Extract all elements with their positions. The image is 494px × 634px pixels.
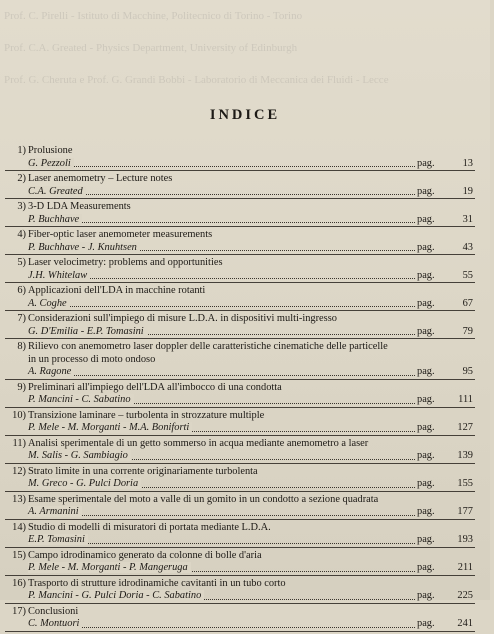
dot-leader xyxy=(28,375,415,376)
entry-title: Fiber-optic laser anemometer measurements xyxy=(28,229,213,240)
entry-author xyxy=(28,590,204,603)
page-label: pag. xyxy=(417,185,435,197)
entry-number: 11) xyxy=(12,437,26,449)
page-label: pag. xyxy=(417,269,435,281)
entry-title: Transizione laminare – turbolenta in strozzature multiple xyxy=(28,409,265,421)
page-number: 177 xyxy=(457,506,473,517)
page-number: 79 xyxy=(462,325,473,337)
entry-divider xyxy=(5,463,475,464)
entry-author-line xyxy=(5,242,475,255)
entry-author-text: C. Montuori xyxy=(28,618,82,629)
entry-title-line xyxy=(5,494,475,507)
entry-divider xyxy=(5,379,475,380)
entry-author-line xyxy=(5,158,475,171)
entry-number: 8) xyxy=(17,341,26,352)
page-label: pag. xyxy=(417,562,435,573)
page-number: 139 xyxy=(457,450,473,461)
entry-author-line xyxy=(5,506,475,519)
entry-author-line xyxy=(5,422,475,435)
entry-title: Strato limite in una corrente originariamente turbolenta xyxy=(28,465,258,477)
entry-author xyxy=(28,422,192,435)
page-label: pag. xyxy=(417,590,435,601)
page-label: pag. xyxy=(417,241,435,253)
entry-title: Trasporto di strutture idrodinamiche cavitanti in un tubo corto xyxy=(28,577,286,589)
page-number: 13 xyxy=(462,157,473,169)
entry-author-text: A. Coghe xyxy=(28,298,70,309)
entry-author-line xyxy=(5,590,475,603)
entry-author-text: G. Pezzoli xyxy=(28,158,74,169)
entry-divider xyxy=(5,198,475,199)
index-entry xyxy=(5,285,475,310)
page-number: 31 xyxy=(462,213,473,225)
entry-author-text: E.P. Tomasini xyxy=(28,534,88,545)
page-label: pag. xyxy=(417,618,435,629)
entry-author-line xyxy=(5,534,475,547)
page-label: pag. xyxy=(417,478,435,489)
entry-author xyxy=(28,506,82,519)
bleed-line: Prof. C.A. Greated - Physics Department, University of Edinburgh xyxy=(4,42,298,54)
entry-title: Applicazioni dell'LDA in macchine rotanti xyxy=(28,285,206,296)
entry-author-line xyxy=(5,478,475,491)
entry-author-line xyxy=(5,394,475,407)
page-label: pag. xyxy=(417,213,435,225)
entry-title-line xyxy=(5,173,475,186)
page-label: pag. xyxy=(417,297,435,309)
entry-author xyxy=(28,562,191,575)
page-number: 55 xyxy=(462,269,473,281)
entry-title-line xyxy=(5,354,475,367)
entry-divider xyxy=(5,603,475,604)
page-label: pag. xyxy=(417,366,435,377)
entry-title: Conclusioni xyxy=(28,605,79,617)
entry-title-line xyxy=(5,229,475,242)
page-number: 95 xyxy=(462,366,473,377)
index-entry xyxy=(5,550,475,575)
entry-divider xyxy=(5,338,475,339)
entry-author-text: A. Ragone xyxy=(28,366,74,377)
entry-number: 2) xyxy=(17,173,26,184)
entry-divider xyxy=(5,226,475,227)
entry-title: Campo idrodinamico generato da colonne di bolle d'aria xyxy=(28,549,262,561)
entry-title-line xyxy=(5,382,475,395)
page-label: pag. xyxy=(417,422,435,433)
entry-author-line xyxy=(5,366,475,379)
entry-number: 16) xyxy=(12,577,26,589)
page-number: 193 xyxy=(457,534,473,545)
entry-author xyxy=(28,478,141,491)
entry-title-line xyxy=(5,550,475,563)
entry-divider xyxy=(5,407,475,408)
entry-author-text: P. Buchhave xyxy=(28,214,82,225)
page-number: 67 xyxy=(462,297,473,309)
entry-author-line xyxy=(5,186,475,199)
entry-divider xyxy=(5,631,475,632)
page-number: 127 xyxy=(457,422,473,433)
entry-divider xyxy=(5,435,475,436)
entry-title-line xyxy=(5,578,475,591)
entry-title-line xyxy=(5,201,475,214)
entry-number: 13) xyxy=(12,493,26,505)
entry-number: 6) xyxy=(17,285,26,296)
entry-number: 1) xyxy=(17,145,26,156)
entry-divider xyxy=(5,170,475,171)
entry-number: 5) xyxy=(17,257,26,268)
index-entry xyxy=(5,341,475,379)
entry-author-text: M. Salis - G. Sambiagio xyxy=(28,450,131,461)
entry-author-line xyxy=(5,618,475,631)
entry-author xyxy=(28,618,82,631)
index-entry xyxy=(5,410,475,435)
entry-author xyxy=(28,394,134,407)
entry-title: 3-D LDA Measurements xyxy=(28,201,131,212)
page-number: 155 xyxy=(457,478,473,489)
bleed-through-text xyxy=(0,0,494,100)
entry-author xyxy=(28,366,74,379)
entry-title-line xyxy=(5,313,475,326)
entry-author xyxy=(28,270,90,283)
entry-author-text: P. Mele - M. Morganti - P. Mangeruga xyxy=(28,562,191,573)
entry-number: 3) xyxy=(17,201,26,212)
dot-leader xyxy=(28,166,415,167)
page-number: 211 xyxy=(457,562,473,573)
entry-title-line xyxy=(5,145,475,158)
entry-number: 17) xyxy=(12,605,26,617)
dot-leader xyxy=(28,222,415,223)
entry-title: in un processo di moto ondoso xyxy=(28,353,156,365)
page-number: 43 xyxy=(462,241,473,253)
entry-divider xyxy=(5,547,475,548)
entry-title: Prolusione xyxy=(28,145,73,156)
index-entry xyxy=(5,494,475,519)
page-label: pag. xyxy=(417,506,435,517)
entry-author xyxy=(28,242,140,255)
entry-author-text: P. Mele - M. Morganti - M.A. Boniforti xyxy=(28,422,192,433)
index-list xyxy=(5,145,475,634)
page-number: 111 xyxy=(458,394,473,405)
page-label: pag. xyxy=(417,157,435,169)
index-entry xyxy=(5,201,475,226)
page-title: INDICE xyxy=(209,107,281,123)
bleed-line: Prof. G. Cheruta e Prof. G. Grandi Bobbi - Laboratorio di Meccanica dei Fluidi - Lecce xyxy=(4,74,389,86)
bleed-line: Prof. C. Pirelli - Istituto di Macchine, Politecnico di Torino - Torino xyxy=(4,10,303,22)
entry-author xyxy=(28,186,86,199)
entry-title: Preliminari all'impiego dell'LDA all'imbocco di una condotta xyxy=(28,381,282,393)
entry-author-line xyxy=(5,270,475,283)
dot-leader xyxy=(28,306,415,307)
page-number: 19 xyxy=(462,185,473,197)
entry-author-text: P. Buchhave - J. Knuhtsen xyxy=(28,242,140,253)
entry-title: Laser velocimetry: problems and opportunities xyxy=(28,257,223,268)
entry-title-line xyxy=(5,522,475,535)
entry-author-text: A. Armanini xyxy=(28,506,82,517)
entry-number: 10) xyxy=(12,409,26,421)
entry-title-line xyxy=(5,341,475,354)
entry-number: 15) xyxy=(12,549,26,561)
index-entry xyxy=(5,522,475,547)
entry-title-line xyxy=(5,410,475,423)
entry-author-text: J.H. Whitelaw xyxy=(28,270,90,281)
entry-author-text: G. D'Emilia - E.P. Tomasini xyxy=(28,326,147,337)
entry-author-text: M. Greco - G. Pulci Doria xyxy=(28,478,141,489)
entry-divider xyxy=(5,491,475,492)
page-label: pag. xyxy=(417,534,435,545)
entry-divider xyxy=(5,519,475,520)
index-entry xyxy=(5,466,475,491)
page-label: pag. xyxy=(417,394,435,405)
entry-author-line xyxy=(5,450,475,463)
entry-divider xyxy=(5,575,475,576)
dot-leader xyxy=(28,194,415,195)
entry-title-line xyxy=(5,285,475,298)
entry-author-line xyxy=(5,326,475,339)
entry-title-line xyxy=(5,606,475,619)
dot-leader xyxy=(28,515,415,516)
entry-title-line xyxy=(5,466,475,479)
index-entry xyxy=(5,606,475,631)
entry-author-text: P. Mancini - C. Sabatino xyxy=(28,394,134,405)
index-entry xyxy=(5,173,475,198)
dot-leader xyxy=(28,627,415,628)
index-entry xyxy=(5,145,475,170)
index-entry xyxy=(5,438,475,463)
entry-author xyxy=(28,450,131,463)
entry-author xyxy=(28,326,147,339)
index-entry xyxy=(5,229,475,254)
entry-author-text: P. Mancini - G. Pulci Doria - C. Sabatino xyxy=(28,590,204,601)
entry-author xyxy=(28,158,74,171)
entry-author xyxy=(28,298,70,311)
entry-number: 4) xyxy=(17,229,26,240)
entry-number: 12) xyxy=(12,465,26,477)
entry-title: Considerazioni sull'impiego di misure L.D.A. in dispositivi multi-ingresso xyxy=(28,313,337,324)
index-entry xyxy=(5,257,475,282)
page-number: 225 xyxy=(457,590,473,601)
entry-title: Analisi sperimentale di un getto sommerso in acqua mediante anemometro a laser xyxy=(28,437,369,449)
entry-author-line xyxy=(5,214,475,227)
entry-author xyxy=(28,214,82,227)
entry-title-line xyxy=(5,438,475,451)
entry-title: Rilievo con anemometro laser doppler delle caratteristiche cinematiche delle particelle xyxy=(28,341,388,352)
entry-divider xyxy=(5,282,475,283)
entry-author-line xyxy=(5,298,475,311)
entry-title: Esame sperimentale del moto a valle di un gomito in un condotto a sezione quadrata xyxy=(28,493,379,505)
entry-divider xyxy=(5,254,475,255)
entry-number: 7) xyxy=(17,313,26,324)
index-entry xyxy=(5,382,475,407)
page-label: pag. xyxy=(417,325,435,337)
entry-title: Laser anemometry – Lecture notes xyxy=(28,173,173,184)
entry-divider xyxy=(5,310,475,311)
page-number: 241 xyxy=(457,618,473,629)
entry-author-text: C.A. Greated xyxy=(28,186,86,197)
index-entry xyxy=(5,578,475,603)
entry-author-line xyxy=(5,562,475,575)
entry-number: 14) xyxy=(12,521,26,533)
entry-title: Studio di modelli di misuratori di portata mediante L.D.A. xyxy=(28,521,271,533)
entry-title-line xyxy=(5,257,475,270)
page-label: pag. xyxy=(417,450,435,461)
entry-number: 9) xyxy=(17,381,26,393)
entry-author xyxy=(28,534,88,547)
index-entry xyxy=(5,313,475,338)
